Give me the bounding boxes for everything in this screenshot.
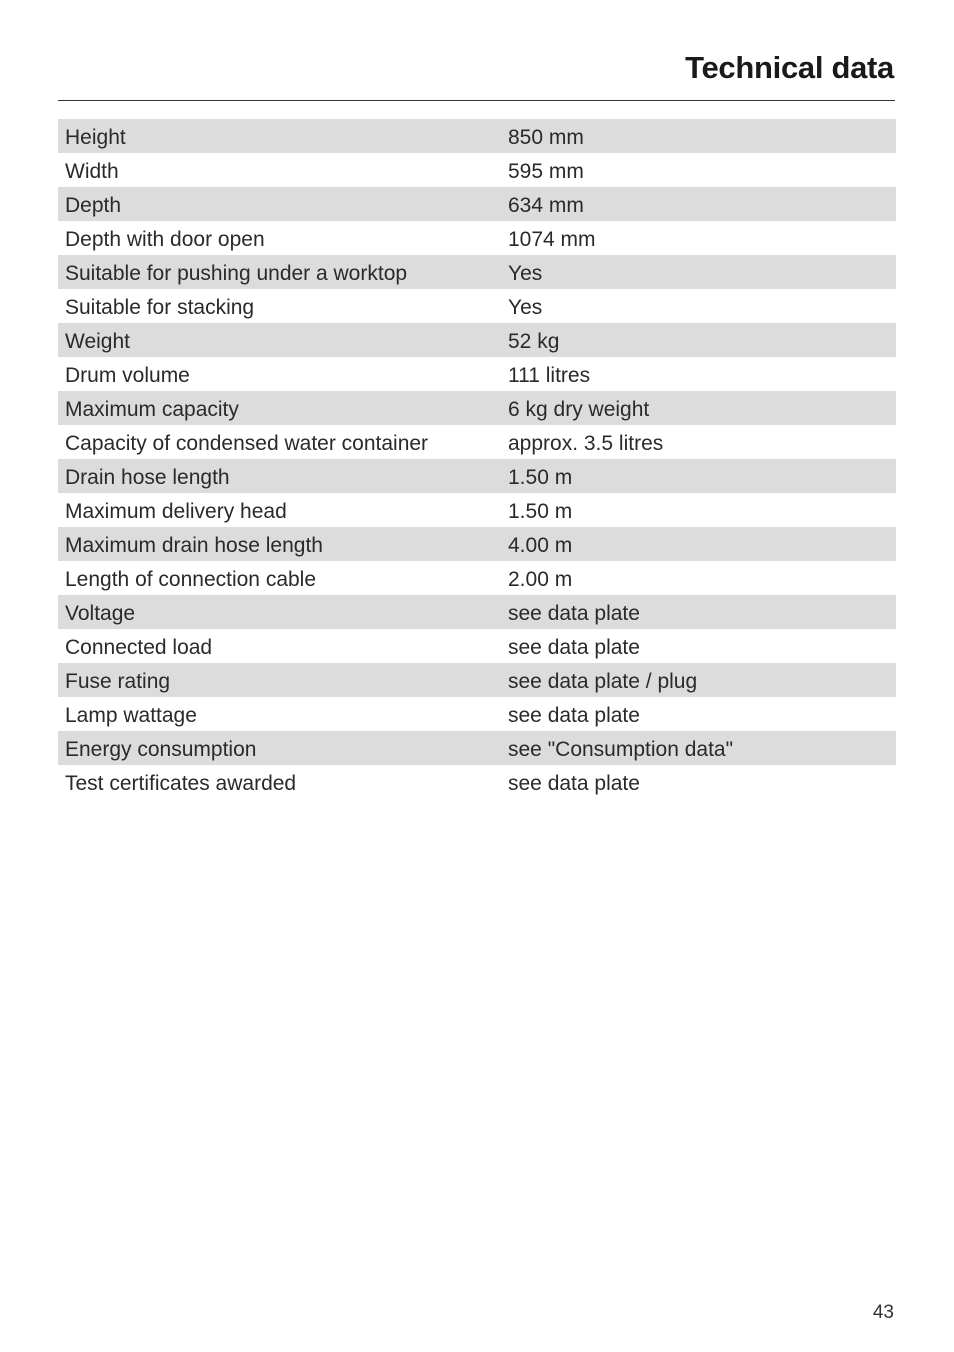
spec-label: Drain hose length xyxy=(65,466,230,489)
technical-data-table xyxy=(58,119,896,799)
spec-label: Length of connection cable xyxy=(65,568,317,591)
table-row xyxy=(58,663,896,697)
spec-value: Yes xyxy=(508,262,543,285)
spec-label: Suitable for pushing under a worktop xyxy=(65,262,408,285)
page-title: Technical data xyxy=(685,50,894,85)
spec-value: see data plate xyxy=(508,772,640,795)
spec-label: Lamp wattage xyxy=(65,704,197,727)
spec-value: 111 litres xyxy=(508,364,591,387)
spec-label: Width xyxy=(65,160,119,183)
table-row xyxy=(58,255,896,289)
spec-value: see data plate xyxy=(508,602,640,625)
spec-value: 4.00 m xyxy=(508,534,573,557)
spec-value: 595 mm xyxy=(508,160,584,183)
spec-value: 634 mm xyxy=(508,194,584,217)
table-row xyxy=(58,765,896,799)
spec-label: Height xyxy=(65,126,126,149)
table-row xyxy=(58,731,896,765)
table-row xyxy=(58,289,896,323)
spec-value: 52 kg xyxy=(508,330,560,353)
table-row xyxy=(58,357,896,391)
table-row xyxy=(58,323,896,357)
spec-value: see data plate xyxy=(508,704,640,727)
table-row xyxy=(58,459,896,493)
table-row xyxy=(58,425,896,459)
spec-label: Maximum capacity xyxy=(65,398,239,421)
spec-label: Voltage xyxy=(65,602,136,625)
spec-value: approx. 3.5 litres xyxy=(508,432,664,455)
spec-label: Test certificates awarded xyxy=(65,772,297,795)
table-row xyxy=(58,493,896,527)
spec-label: Capacity of condensed water container xyxy=(65,432,429,455)
spec-label: Depth xyxy=(65,194,122,217)
spec-value: 2.00 m xyxy=(508,568,573,591)
table-row xyxy=(58,187,896,221)
table-row xyxy=(58,391,896,425)
spec-value: 1.50 m xyxy=(508,466,573,489)
spec-value: 850 mm xyxy=(508,126,584,149)
table-row xyxy=(58,561,896,595)
spec-label: Depth with door open xyxy=(65,228,265,251)
spec-value: see data plate xyxy=(508,636,640,659)
spec-value: see "Consumption data" xyxy=(508,738,734,761)
table-row xyxy=(58,153,896,187)
page-number: 43 xyxy=(872,1302,894,1323)
table-row xyxy=(58,697,896,731)
table-row xyxy=(58,629,896,663)
spec-value: 1074 mm xyxy=(508,228,596,251)
spec-label: Suitable for stacking xyxy=(65,296,255,319)
spec-value: Yes xyxy=(508,296,543,319)
spec-label: Drum volume xyxy=(65,364,190,387)
title-divider xyxy=(58,100,895,101)
table-row xyxy=(58,527,896,561)
spec-value: 1.50 m xyxy=(508,500,573,523)
spec-label: Connected load xyxy=(65,636,213,659)
spec-label: Weight xyxy=(65,330,130,353)
table-row xyxy=(58,221,896,255)
spec-label: Fuse rating xyxy=(65,670,171,693)
spec-value: 6 kg dry weight xyxy=(508,398,650,421)
spec-label: Maximum drain hose length xyxy=(65,534,323,557)
spec-label: Maximum delivery head xyxy=(65,500,287,523)
table-row xyxy=(58,595,896,629)
table-row xyxy=(58,119,896,153)
spec-value: see data plate / plug xyxy=(508,670,698,693)
spec-label: Energy consumption xyxy=(65,738,257,761)
